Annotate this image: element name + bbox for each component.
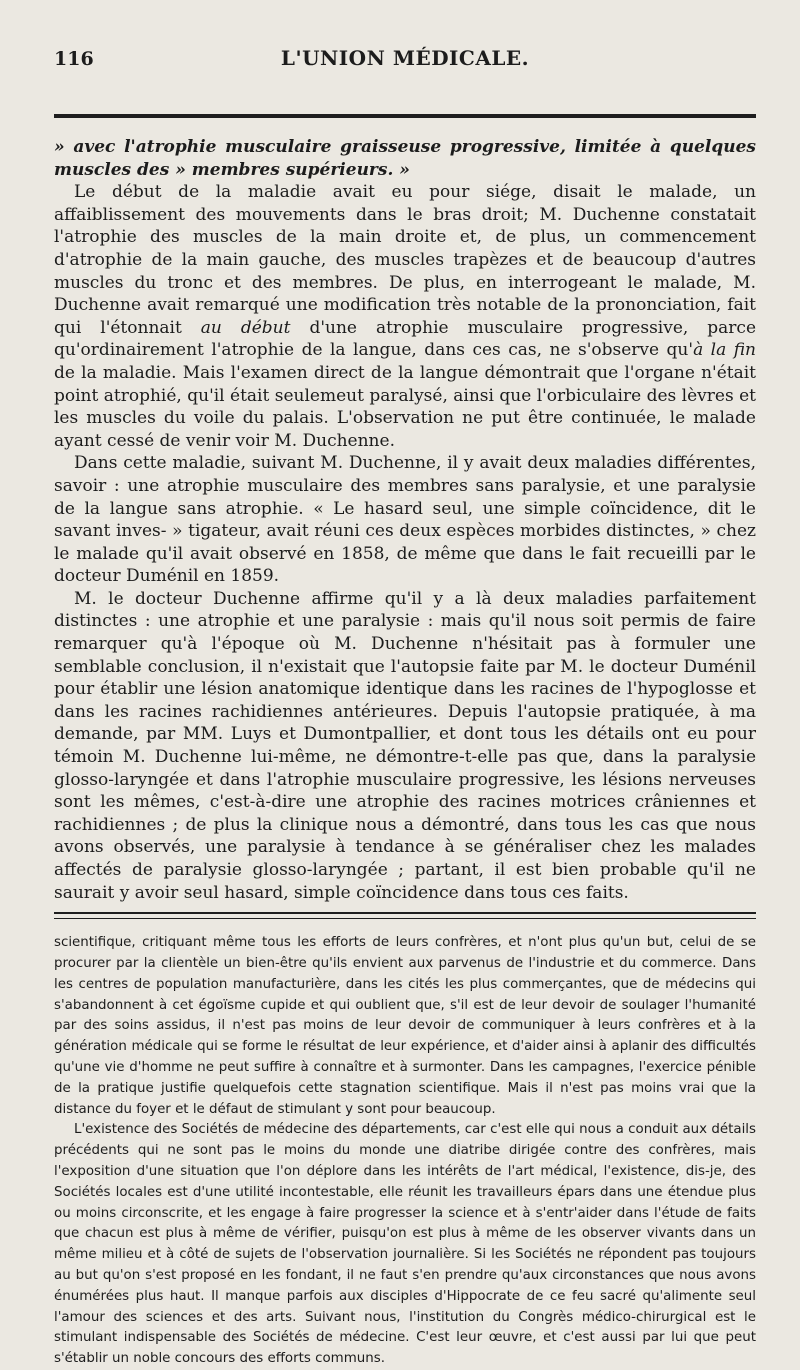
paragraph-two-diseases: Dans cette maladie, suivant M. Duchenne, il y avait deux maladies différentes, savoir : une atrophie musculaire des membres sans paralysie, et une paralysie de la langue sans atrophie. « Le hasard seul, une simple coïncidence, dit le savant inves- » tigateur, avait réuni ces deux espèces morbides distinctes, » chez le malade qu'il avait observé en 1858, de même que dans le fait recueilli par le docteur Duménil en 1859. [54, 453, 756, 587]
page-number: 116 [54, 48, 94, 70]
text-run: de la maladie. Mais l'examen direct de la langue démontrait que l'organe n'était point atrophié, qu'il était seulemeut paralysé, ainsi que l'orbiculaire des lèvres et les muscles du voile du palais. L'observation ne put être continuée, le malade ayant cessé de venir voir M. Duchenne. [54, 362, 756, 451]
text-run: d'une atrophie musculaire progressive, parce qu'ordinairement l'atrophie de la langue, dans ces cas, ne s'observe qu' [54, 317, 757, 361]
paragraph-duchenne: M. le docteur Duchenne affirme qu'il y a là deux maladies parfaitement distinctes : une atrophie et une paralysie : mais qu'il nous soit permis de faire remarquer qu'à l'époque où M. Duchenne n'hésitait pas à formuler une semblable conclusion, il n'existait que l'autopsie faite par M. le docteur Duménil pour établir une lésion anatomique identique dans les racines de l'hypoglosse et dans les racines rachidiennes antérieures. Depuis l'autopsie pratiquée, à ma demande, par MM. Luys et Dumontpallier, et dont tous les détails ont eu pour témoin M. Duchenne lui-même, ne démontre-t-elle pas que, dans la paralysie glosso-laryngée et dans l'atrophie musculaire progressive, les lésions nerveuses sont les mêmes, c'est-à-dire une atrophie des racines motrices crâniennes et rachidiennes ; de plus la clinique nous a démontré, dans tous les cas que nous avons observés, une paralysie à tendance à se généraliser chez les malades affectés de paralysie glosso-laryngée ; partant, il est bien probable qu'il ne saurait y avoir seul hasard, simple coïncidence dans tous ces faits. [54, 588, 756, 903]
header-rule [54, 114, 756, 118]
italic-phrase: à la fin [693, 340, 757, 361]
italic-phrase: au début [200, 317, 291, 338]
journal-page [0, 40, 800, 1367]
quote-continuation: » avec l'atrophie musculaire graisseuse progressive, limitée à quelques muscles des » membres supérieurs. » [54, 137, 756, 180]
feuilleton-paragraph: scientifique, critiquant même tous les efforts de leurs confrères, et n'ont plus qu'un but, celui de se procurer par la clientèle un bien-être qu'ils envient aux parvenus de l'industrie et du commerce. Dans les centres de population manufacturière, dans les cités les plus commerçantes, que de médecins qui s'abandonnent à cet égoïsme cupide et qui oublient que, s'il est de leur devoir de soulager l'humanité par des soins assidus, il n'est pas moins de leur devoir de communiquer à leurs confrères et à la génération médicale qui se forme le résultat de leur expérience, et d'aider ainsi à aplanir des difficultés qu'une vie d'homme ne peut suffire à connaître et à surmonter. Dans les campagnes, l'exercice pénible de la pratique justifie quelquefois cette stagnation scientifique. Mais il n'est pas moins vrai que la distance du foyer et le défaut de stimulant y sont pour beaucoup. [54, 935, 756, 1117]
paragraph-onset [54, 181, 756, 452]
feuilleton-separator [54, 912, 756, 919]
page-header [54, 40, 756, 80]
text-run: Le début de la maladie avait eu pour siége, disait le malade, un affaiblissement des mouvements dans le bras droit; M. Duchenne constatait l'atrophie des muscles de la main droite et, de plus, un commencement d'atrophie de la main gauche, des muscles trapèzes et de beaucoup d'autres muscles du tronc et des membres. De plus, en interrogeant le malade, M. Duchenne avait remarqué une modification très notable de la prononciation, fait qui l'étonnait [54, 182, 756, 338]
main-text [54, 136, 756, 904]
running-title: L'UNION MÉDICALE. [280, 46, 530, 70]
feuilleton-text [54, 933, 756, 1370]
feuilleton-paragraph: L'existence des Sociétés de médecine des départements, car c'est elle qui nous a conduit aux détails précédents qui ne sont pas le moins du monde une diatribe dirigée contre des confrères, mais l'exposition d'une situation que l'on déplore dans les intérêts de l'art médical, l'existence, dis-je, des Sociétés locales est d'une utilité incontestable, elle réunit les travailleurs épars dans une étendue plus ou moins circonscrite, et les engage à faire progresser la science et à s'entr'aider dans l'étude de faits que chacun est plus à même de vérifier, puisqu'on est plus à même de les observer vivants dans un même milieu et à côté de sujets de l'observation journalière. Si les Sociétés ne répondent pas toujours au but qu'on s'est proposé en les fondant, il ne faut s'en prendre qu'aux circonstances que nous avons énumérées plus haut. Il manque parfois aux disciples d'Hippocrate de ce feu sacré qu'alimente seul l'amour des sciences et des arts. Suivant nous, l'institution du Congrès médico-chirurgical est le stimulant indispensable des Sociétés de médecine. C'est leur œuvre, et c'est aussi par lui que peut s'établir un noble concours des efforts communs. [54, 1122, 756, 1367]
